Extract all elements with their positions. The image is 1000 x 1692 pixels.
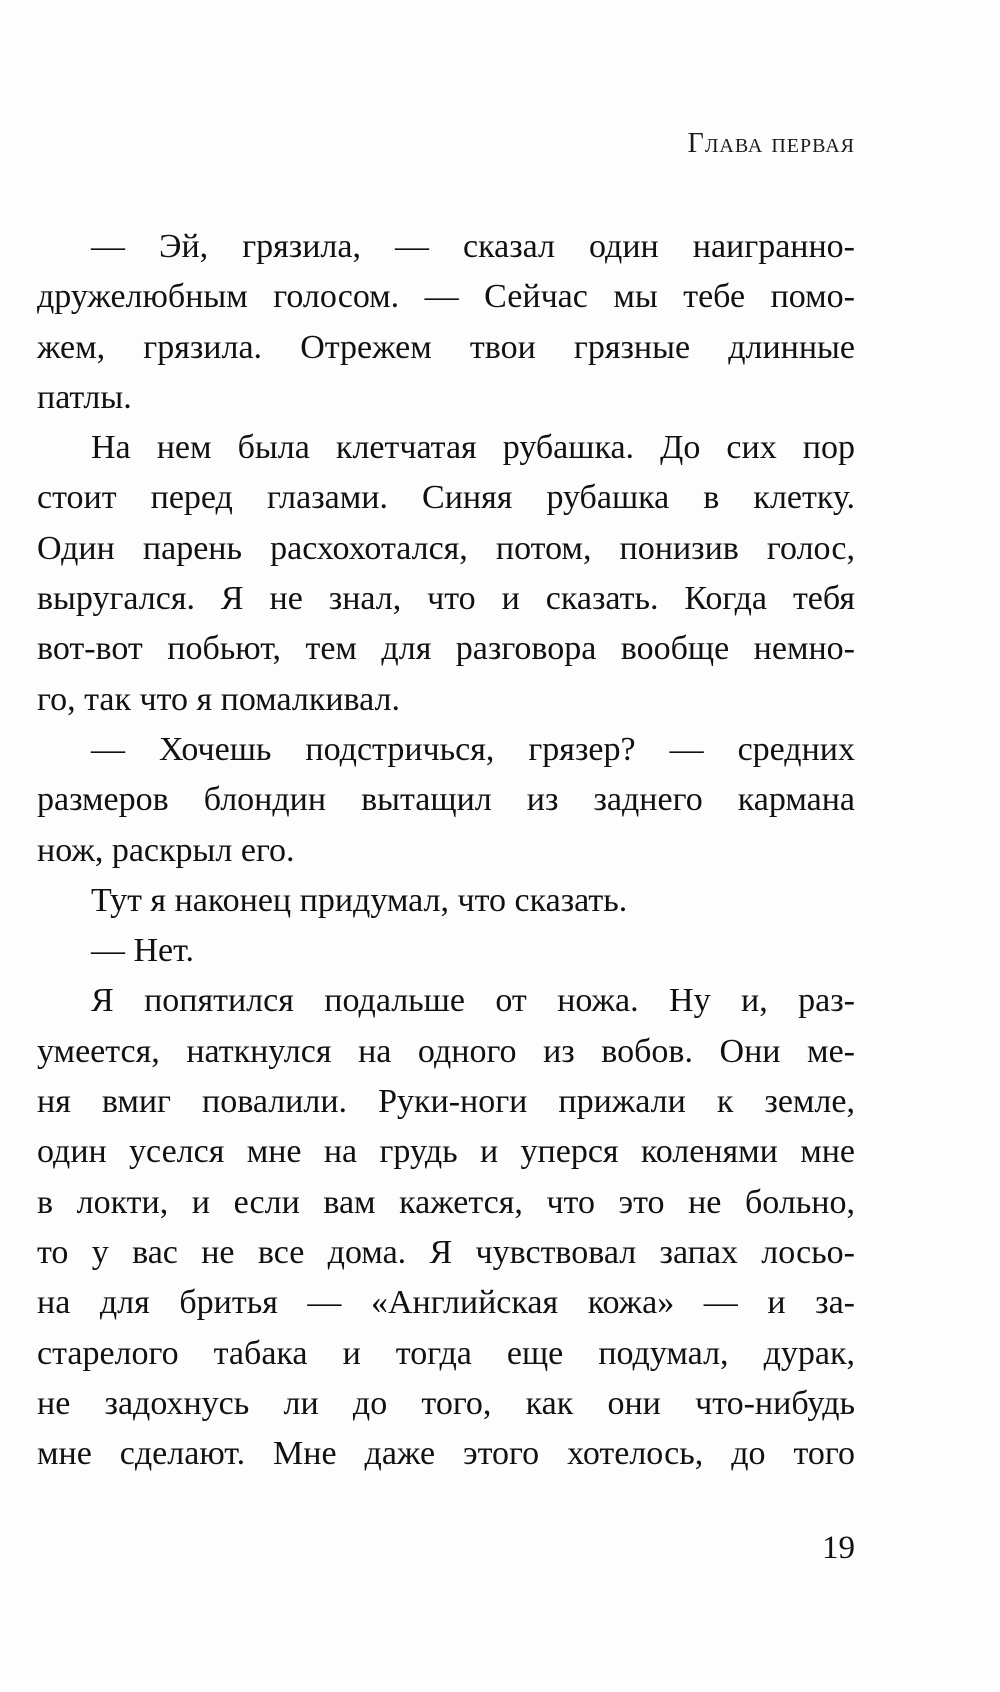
text-line: — Нет. (91, 932, 194, 970)
text-line: ня вмиг повалили. Руки-ноги прижали к земле, (37, 1083, 855, 1121)
text-line: то у вас не все дома. Я чувствовал запах лосьо- (37, 1233, 855, 1271)
body-text (37, 222, 855, 1479)
text-line: — Эй, грязила, — сказал один наигранно- (91, 228, 855, 265)
text-line: Один парень расхохотался, потом, понизив голос, (37, 529, 855, 567)
text-line: старелого табака и тогда еще подумал, дурак, (37, 1334, 855, 1372)
text-line: на для бритья — «Английская кожа» — и за- (37, 1284, 855, 1322)
text-line: го, так что я помалкивал. (37, 680, 400, 718)
text-line: один уселся мне на грудь и уперся коленями мне (37, 1133, 855, 1171)
text-line: размеров блондин вытащил из заднего кармана (37, 781, 855, 819)
text-line: в локти, и если вам кажется, что это не больно, (37, 1183, 855, 1221)
text-line: патлы. (37, 378, 132, 416)
text-line: нож, раскрыл его. (37, 831, 295, 869)
text-line: дружелюбным голосом. — Сейчас мы тебе помо- (37, 278, 855, 316)
text-line: мне сделают. Мне даже этого хотелось, до того (37, 1435, 855, 1473)
text-line: вот-вот побьют, тем для разговора вообще немно- (37, 630, 855, 668)
text-line: стоит перед глазами. Синяя рубашка в клетку. (37, 479, 855, 517)
text-line: умеется, наткнулся на одного из вобов. Они ме- (37, 1032, 855, 1070)
text-line: жем, грязила. Отрежем твои грязные длинные (37, 328, 855, 366)
text-line: — Хочешь подстричься, грязер? — средних (91, 730, 855, 768)
text-line: Тут я наконец придумал, что сказать. (91, 881, 628, 919)
page-number: 19 (822, 1530, 855, 1566)
text-line: Я попятился подальше от ножа. Ну и, раз- (91, 982, 855, 1020)
text-line: не задохнусь ли до того, как они что-нибудь (37, 1384, 855, 1422)
running-head: Глава первая (687, 128, 855, 159)
text-line: На нем была клетчатая рубашка. До сих пор (91, 429, 855, 467)
text-line: выругался. Я не знал, что и сказать. Когда тебя (37, 580, 855, 618)
